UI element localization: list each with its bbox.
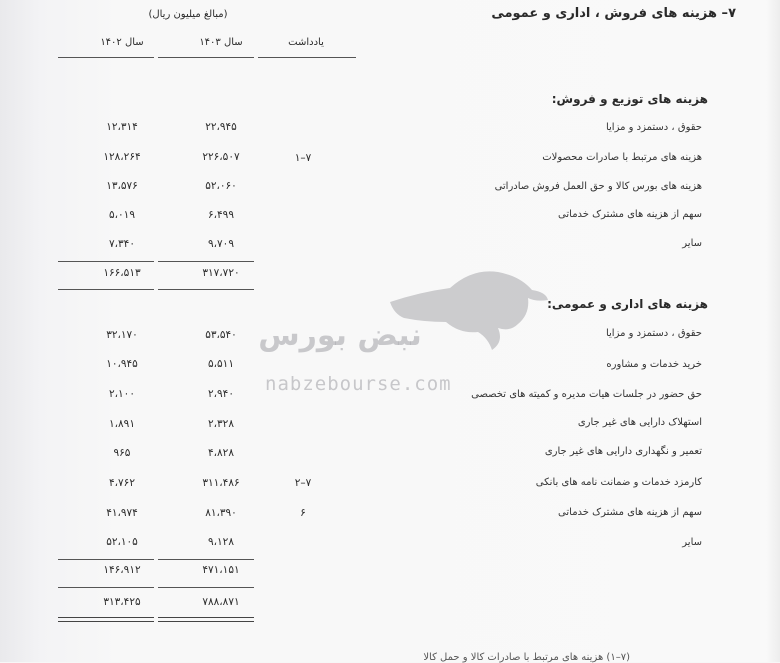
row-label: هزینه های بورس کالا و حق العمل فروش صادراتی <box>494 181 702 192</box>
column-header-1403: سال ۱۴۰۳ <box>199 37 243 48</box>
subtotal-1403: ۳۱۷،۷۲۰ <box>202 267 240 279</box>
value-1403: ۴،۸۲۸ <box>208 447 234 459</box>
row-label: حقوق ، دستمزد و مزایا <box>605 122 702 133</box>
value-1403: ۲۲۶،۵۰۷ <box>202 151 240 163</box>
subtotal-1403: ۴۷۱،۱۵۱ <box>202 564 240 576</box>
value-1403: ۳۱۱،۴۸۶ <box>202 477 240 489</box>
grand-total-1403: ۷۸۸،۸۷۱ <box>202 596 240 608</box>
footnote: (۷–۱) هزینه های مرتبط با صادرات کالا و حمل کالا <box>423 652 630 663</box>
value-1403: ۸۱،۳۹۰ <box>205 507 237 519</box>
value-1403: ۲۲،۹۴۵ <box>205 121 237 133</box>
value-1403: ۶،۴۹۹ <box>208 209 234 221</box>
grand-total-double-rule-1403 <box>158 617 254 622</box>
value-1402: ۱،۸۹۱ <box>109 418 135 430</box>
subtotal-rule-1403 <box>158 261 254 262</box>
row-label: حقوق ، دستمزد و مزایا <box>605 328 702 339</box>
value-1402: ۱۲،۳۱۴ <box>106 121 138 133</box>
value-1403: ۹،۱۲۸ <box>208 536 234 548</box>
row-note: ۷–۲ <box>294 477 312 489</box>
value-1402: ۴،۷۶۲ <box>109 477 135 489</box>
row-label: حق حضور در جلسات هیات مدیره و کمیته های تخصصی <box>471 389 702 400</box>
header-rule-note <box>258 57 356 58</box>
header-rule-1403 <box>158 57 254 58</box>
watermark-brand: نبض بورس <box>258 318 422 353</box>
row-note: ۷–۱ <box>294 152 312 164</box>
row-label: سهم از هزینه های مشترک خدماتی <box>558 507 702 518</box>
value-1402: ۱۲۸،۲۶۴ <box>103 151 141 163</box>
row-label: هزینه های مرتبط با صادرات محصولات <box>542 152 702 163</box>
value-1403: ۲،۳۲۸ <box>208 418 234 430</box>
value-1403: ۵۲،۰۶۰ <box>205 180 237 192</box>
value-1402: ۳۲،۱۷۰ <box>106 329 138 341</box>
value-1402: ۵،۰۱۹ <box>109 209 135 221</box>
row-label: خرید خدمات و مشاوره <box>606 359 702 370</box>
value-1402: ۹۶۵ <box>113 447 131 459</box>
subtotal-1402: ۱۶۶،۵۱۳ <box>103 267 141 279</box>
row-label: استهلاک دارایی های غیر جاری <box>577 417 702 428</box>
value-1402: ۷،۳۴۰ <box>109 238 135 250</box>
value-1402: ۱۳،۵۷۶ <box>106 180 138 192</box>
watermark-url: nabzebourse.com <box>265 373 452 395</box>
value-1402: ۱۰،۹۴۵ <box>106 358 138 370</box>
header-rule-1402 <box>58 57 154 58</box>
value-1403: ۹،۷۰۹ <box>208 238 234 250</box>
value-1403: ۲،۹۴۰ <box>208 388 234 400</box>
row-label: سایر <box>682 537 702 548</box>
grand-total-1402: ۳۱۳،۴۲۵ <box>103 596 141 608</box>
row-label: تعمیر و نگهداری دارایی های غیر جاری <box>544 446 702 457</box>
value-1403: ۵،۵۱۱ <box>208 358 234 370</box>
row-note: ۶ <box>300 507 306 519</box>
grand-total-double-rule-1402 <box>58 617 154 622</box>
subtotal-bottom-rule-1402 <box>58 587 154 588</box>
column-header-1402: سال ۱۴۰۲ <box>100 37 144 48</box>
subtotal-bottom-rule-1403 <box>158 289 254 290</box>
section-title: ۷– هزینه های فروش ، اداری و عمومی <box>491 6 736 21</box>
value-1402: ۲،۱۰۰ <box>109 388 135 400</box>
subtotal-rule-1402 <box>58 559 154 560</box>
row-label: سهم از هزینه های مشترک خدماتی <box>558 209 702 220</box>
subtotal-bottom-rule-1403 <box>158 587 254 588</box>
column-header-note: یادداشت <box>288 37 324 48</box>
value-1403: ۵۳،۵۴۰ <box>205 329 237 341</box>
unit-note: (مبالغ میلیون ریال) <box>148 9 228 20</box>
admin-heading: هزینه های اداری و عمومی: <box>547 297 708 311</box>
subtotal-rule-1402 <box>58 261 154 262</box>
page-edge-shadow <box>766 0 780 662</box>
value-1402: ۵۲،۱۰۵ <box>106 536 138 548</box>
row-label: سایر <box>682 238 702 249</box>
row-label: کارمزد خدمات و ضمانت نامه های بانکی <box>535 477 702 488</box>
subtotal-rule-1403 <box>158 559 254 560</box>
distribution-heading: هزینه های توزیع و فروش: <box>551 92 708 106</box>
value-1402: ۴۱،۹۷۴ <box>106 507 138 519</box>
subtotal-bottom-rule-1402 <box>58 289 154 290</box>
subtotal-1402: ۱۴۶،۹۱۲ <box>103 564 141 576</box>
